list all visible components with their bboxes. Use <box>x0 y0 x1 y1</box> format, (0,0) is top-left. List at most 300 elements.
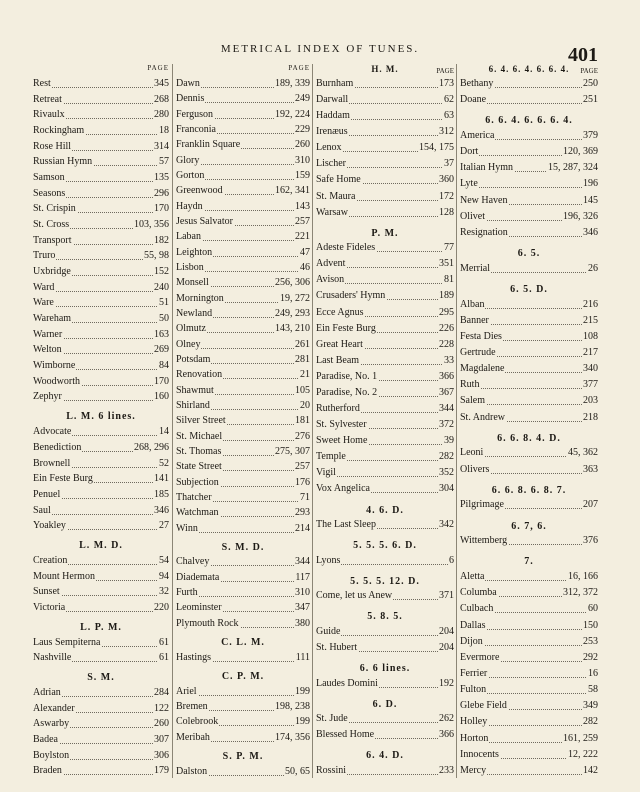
page-reference: 204 <box>439 642 454 653</box>
tune-name: Ward <box>33 281 55 293</box>
tune-entry <box>173 570 313 585</box>
page-reference: 20 <box>300 399 310 411</box>
tune-entry <box>457 763 601 779</box>
page-reference: 81 <box>444 274 454 286</box>
tune-entry <box>173 137 313 152</box>
dot-leader <box>460 187 598 188</box>
tune-entry <box>30 92 172 108</box>
tune-name: St. Jude <box>316 713 348 725</box>
tune-entry <box>30 123 172 139</box>
tune-name: St. Crispin <box>33 203 76 215</box>
dot-leader <box>460 388 598 389</box>
tune-name: Diademata <box>176 571 220 583</box>
index-column-1 <box>30 64 172 778</box>
tune-name: Jesus Salvator <box>176 215 233 227</box>
tune-name: Ariel <box>176 685 197 697</box>
tune-entry <box>313 417 457 433</box>
page-reference: 181 <box>295 415 310 427</box>
page-reference: 14 <box>159 426 169 438</box>
tune-entry <box>313 156 457 172</box>
tune-name: Seasons <box>33 187 66 199</box>
page-reference: 172 <box>439 190 454 202</box>
page-reference: 176 <box>295 476 310 488</box>
tune-name: Olivet <box>460 210 485 222</box>
page-reference: 196, 326 <box>563 210 598 222</box>
meter-heading: L. P. M. <box>80 621 122 633</box>
meter-heading: S. M. <box>87 672 115 684</box>
tune-entry <box>30 635 172 651</box>
tune-entry <box>30 217 172 233</box>
page-reference: 12, 222 <box>568 748 598 760</box>
tune-entry <box>173 650 313 665</box>
tune-name: St. Cross <box>33 219 70 231</box>
page-reference: 260 <box>154 718 169 730</box>
tune-name: Woodworth <box>33 375 80 387</box>
tune-entry <box>457 731 601 747</box>
tune-name: Mercy <box>460 764 487 776</box>
tune-entry <box>30 374 172 390</box>
page-reference: 351 <box>439 258 454 270</box>
tune-name: Welton <box>33 344 62 356</box>
tune-entry <box>30 186 172 202</box>
tune-entry <box>30 327 172 343</box>
tune-entry <box>30 280 172 296</box>
tune-name: Laudes Domini <box>316 677 378 689</box>
meter-heading: 7. <box>524 556 534 568</box>
page-reference: 215 <box>583 314 598 326</box>
tune-name: Ferrier <box>460 667 488 679</box>
page-reference: 253 <box>583 635 598 647</box>
page-reference: 174, 356 <box>275 731 310 743</box>
page-reference: 189 <box>439 290 454 302</box>
tune-entry <box>457 650 601 666</box>
tune-name: Rose Hill <box>33 140 72 152</box>
page-reference: 376 <box>583 535 598 547</box>
page-reference: 142 <box>583 764 598 776</box>
page-reference: 229 <box>295 123 310 135</box>
tune-name: Paradise, No. 2 <box>316 386 378 398</box>
tune-name: Samson <box>33 172 65 184</box>
tune-name: Brownell <box>33 457 71 469</box>
meter-heading: 6. 4. D. <box>366 750 404 762</box>
meter-heading: S. M. D. <box>221 541 265 553</box>
tune-entry <box>457 698 601 714</box>
tune-name: Advocate <box>33 426 72 438</box>
page-reference: 371 <box>439 590 454 602</box>
tune-entry <box>457 618 601 634</box>
tune-entry <box>313 433 457 449</box>
page-reference: 198, 238 <box>275 701 310 713</box>
meter-heading: 5. 5. 5. 12. D. <box>350 575 420 587</box>
dot-leader <box>33 514 169 515</box>
dot-leader <box>33 87 169 88</box>
tune-name: Greenwood <box>176 185 223 197</box>
tune-name: Creation <box>33 554 68 566</box>
tune-name: Avison <box>316 274 345 286</box>
tune-entry <box>313 272 457 288</box>
tune-name: Watchman <box>176 507 219 519</box>
tune-entry <box>313 465 457 481</box>
page-reference: 196 <box>583 178 598 190</box>
tune-name: Leominster <box>176 602 222 614</box>
tune-name: Evermore <box>460 651 500 663</box>
tune-name: Chalvey <box>176 556 210 568</box>
tune-name: Adrian <box>33 687 61 699</box>
page-reference: 15, 287, 324 <box>548 162 598 174</box>
tune-name: Ware <box>33 297 54 309</box>
tune-name: Russian Hymn <box>33 156 93 168</box>
tune-name: Adeste Fideles <box>316 242 376 254</box>
index-column-2 <box>172 64 313 778</box>
tune-name: Shirland <box>176 399 210 411</box>
tune-entry <box>313 76 457 92</box>
page-reference: 46 <box>300 261 310 273</box>
tune-entry <box>313 481 457 497</box>
tune-name: Lyons <box>316 554 341 566</box>
page-reference: 45, 362 <box>568 447 598 459</box>
tune-entry <box>30 424 172 440</box>
tune-entry <box>457 144 601 160</box>
tune-name: Blessed Home <box>316 729 375 741</box>
tune-entry <box>30 763 172 779</box>
tune-name: Sunset <box>33 586 60 598</box>
page-column-label: PAGE <box>147 64 169 72</box>
tune-entry <box>457 714 601 730</box>
tune-entry <box>313 353 457 369</box>
page-reference: 257 <box>295 215 310 227</box>
tune-entry <box>173 91 313 106</box>
tune-entry <box>457 569 601 585</box>
tune-entry <box>173 275 313 290</box>
page-reference: 268, 296 <box>134 441 169 453</box>
meter-heading: L. M. 6 lines. <box>66 411 136 423</box>
tune-entry <box>173 367 313 382</box>
tune-name: Dennis <box>176 93 205 105</box>
tune-entry <box>30 456 172 472</box>
tune-name: Dort <box>460 146 479 158</box>
page-reference: 173 <box>439 78 454 89</box>
page-reference: 220 <box>154 601 169 613</box>
tune-entry <box>30 487 172 503</box>
tune-entry <box>173 600 313 615</box>
tune-entry <box>457 666 601 682</box>
page-reference: 282 <box>583 716 598 728</box>
tune-entry <box>313 553 457 569</box>
page-reference: 280 <box>154 109 169 121</box>
tune-entry <box>313 205 457 221</box>
tune-entry <box>313 288 457 304</box>
tune-name: St. Thomas <box>176 445 222 457</box>
meter-heading: C. P. M. <box>221 671 265 683</box>
tune-entry <box>173 398 313 413</box>
tune-name: Dawn <box>176 78 200 89</box>
meter-heading: 6. 6. 4. 6. 6. 6. 4. <box>485 115 573 127</box>
tune-name: Olivers <box>460 463 490 475</box>
tune-entry <box>173 168 313 183</box>
page-reference: 37 <box>444 158 454 170</box>
meter-heading: 4. 6. D. <box>366 504 404 516</box>
page-reference: 50, 65 <box>285 765 310 777</box>
tune-entry <box>313 385 457 401</box>
tune-name: Vox Angelica <box>316 483 370 495</box>
page-reference: 189, 339 <box>275 78 310 89</box>
tune-name: New Haven <box>460 194 508 206</box>
tune-entry <box>457 445 601 461</box>
tune-name: Braden <box>33 765 62 777</box>
tune-entry <box>313 108 457 124</box>
tune-entry <box>313 588 457 604</box>
page-column-label: PAGE <box>288 64 310 72</box>
tune-name: Thatcher <box>176 491 212 503</box>
tune-name: Magdalene <box>460 363 505 375</box>
tune-name: Boylston <box>33 749 70 761</box>
tune-entry <box>30 518 172 534</box>
tune-name: Ecce Agnus <box>316 306 364 318</box>
page-reference: 182 <box>154 234 169 246</box>
page-reference: 58 <box>588 684 598 696</box>
tune-entry <box>173 306 313 321</box>
tune-entry <box>457 462 601 478</box>
page-reference: 159 <box>295 169 310 181</box>
tune-name: Ferguson <box>176 108 214 120</box>
tune-entry <box>457 297 601 313</box>
tune-name: Italian Hymn <box>460 162 514 174</box>
tune-name: Holley <box>460 716 488 728</box>
tune-entry <box>313 124 457 140</box>
meter-heading: 5. 8. 5. <box>367 611 403 623</box>
tune-entry <box>457 634 601 650</box>
page-reference: 380 <box>295 617 310 629</box>
tune-name: Mount Hermon <box>33 570 95 582</box>
page-reference: 363 <box>583 463 598 475</box>
tune-name: Saul <box>33 504 51 516</box>
tune-entry <box>173 521 313 536</box>
tune-entry <box>173 475 313 490</box>
tune-name: Last Beam <box>316 354 360 366</box>
page-reference: 312, 372 <box>563 587 598 599</box>
page-reference: 61 <box>159 636 169 648</box>
tune-entry <box>173 291 313 306</box>
page-column-label: PAGE <box>580 67 598 75</box>
tune-entry <box>173 383 313 398</box>
tune-name: Gorton <box>176 169 205 181</box>
tune-entry <box>30 685 172 701</box>
page-reference: 145 <box>583 194 598 206</box>
tune-name: Yoakley <box>33 520 66 532</box>
tune-entry <box>313 640 457 656</box>
page-reference: 226 <box>439 322 454 334</box>
tune-entry <box>457 76 601 92</box>
page-reference: 312 <box>439 126 454 138</box>
meter-heading: 6. 6. 8. 4. D. <box>497 432 561 444</box>
page-reference: 152 <box>154 266 169 278</box>
page-reference: 233 <box>439 764 454 776</box>
tune-entry <box>313 305 457 321</box>
tune-entry <box>30 76 172 92</box>
tune-entry <box>30 264 172 280</box>
tune-entry <box>173 76 313 91</box>
tune-name: Plymouth Rock <box>176 617 239 629</box>
tune-entry <box>173 321 313 336</box>
page-reference: 16, 166 <box>568 571 598 583</box>
tune-name: Pilgrimage <box>460 499 504 511</box>
tune-name: Great Heart <box>316 338 363 350</box>
page-reference: 163 <box>154 328 169 340</box>
page-reference: 57 <box>159 156 169 168</box>
tune-entry <box>313 256 457 272</box>
tune-entry <box>457 601 601 617</box>
index-column-3 <box>312 64 457 778</box>
tune-name: Silver Street <box>176 415 226 427</box>
page-reference: 345 <box>154 78 169 89</box>
meter-heading: L. M. D. <box>79 539 123 551</box>
tune-entry <box>313 676 457 692</box>
tune-name: Safe Home <box>316 174 361 186</box>
meter-heading: 6. 5. <box>517 248 541 260</box>
page-reference: 257 <box>295 461 310 473</box>
tune-entry <box>173 153 313 168</box>
page-reference: 216 <box>583 298 598 310</box>
tune-entry <box>313 172 457 188</box>
page-reference: 249, 293 <box>275 307 310 319</box>
page-reference: 103, 356 <box>134 219 169 231</box>
tune-entry <box>173 183 313 198</box>
page-reference: 39 <box>444 435 454 447</box>
tune-name: Zephyr <box>33 391 62 403</box>
tune-entry <box>173 122 313 137</box>
tune-name: Laus Sempiterna <box>33 636 101 648</box>
page-reference: 276 <box>295 430 310 442</box>
tune-name: Transport <box>33 234 72 246</box>
page-reference: 32 <box>159 586 169 598</box>
tune-entry <box>30 170 172 186</box>
tune-entry <box>30 311 172 327</box>
tune-name: St. Maura <box>316 190 356 202</box>
page-reference: 111 <box>295 651 310 663</box>
tune-entry <box>173 490 313 505</box>
index-column-4 <box>456 64 601 778</box>
page-reference: 54 <box>159 554 169 566</box>
tune-name: Dijon <box>460 635 483 647</box>
tune-name: Winn <box>176 522 198 534</box>
tune-name: Olney <box>176 338 201 350</box>
tune-name: Bethany <box>460 78 494 89</box>
tune-name: Franconia <box>176 123 216 135</box>
tune-name: Olmutz <box>176 323 206 335</box>
tune-entry <box>173 684 313 699</box>
page-reference: 284 <box>154 687 169 699</box>
tune-name: Bremen <box>176 701 208 713</box>
tune-entry <box>30 201 172 217</box>
tune-name: Aswarby <box>33 718 70 730</box>
tune-entry <box>30 569 172 585</box>
page-reference: 346 <box>583 226 598 238</box>
tune-name: Rockingham <box>33 125 85 137</box>
page-reference: 143, 210 <box>275 323 310 335</box>
tune-entry <box>457 393 601 409</box>
page-reference: 179 <box>154 765 169 777</box>
tune-entry <box>173 429 313 444</box>
tune-entry <box>173 199 313 214</box>
tune-name: Wimborne <box>33 360 76 372</box>
tune-name: Warsaw <box>316 206 348 218</box>
tune-entry <box>173 337 313 352</box>
tune-name: Resignation <box>460 226 508 238</box>
tune-name: Lyte <box>460 178 478 190</box>
page-reference: 135 <box>154 172 169 184</box>
tune-name: Rivaulx <box>33 109 65 121</box>
page-reference: 217 <box>583 347 598 358</box>
page-reference: 367 <box>439 386 454 398</box>
tune-name: Rutherford <box>316 403 360 415</box>
page-number: 401 <box>568 44 598 66</box>
tune-entry <box>457 193 601 209</box>
tune-name: Furth <box>176 587 198 599</box>
tune-entry <box>457 747 601 763</box>
tune-entry <box>313 624 457 640</box>
page-reference: 61 <box>159 652 169 664</box>
tune-name: Doane <box>460 94 487 106</box>
page-reference: 128 <box>439 206 454 218</box>
page-column-label: PAGE <box>436 67 454 75</box>
page-reference: 71 <box>300 491 310 503</box>
page-reference: 296 <box>154 187 169 199</box>
tune-entry <box>313 517 457 533</box>
tune-name: Uxbridge <box>33 266 71 278</box>
tune-name: Newland <box>176 307 213 319</box>
tune-name: Hastings <box>176 651 211 663</box>
tune-entry <box>313 92 457 108</box>
page-title: METRICAL INDEX OF TUNES. <box>220 43 420 55</box>
page-reference: 342 <box>439 519 454 531</box>
tune-entry <box>30 440 172 456</box>
page-reference: 306 <box>154 749 169 761</box>
tune-name: Meribah <box>176 731 210 743</box>
tune-name: Come, let us Anew <box>316 590 393 602</box>
page-reference: 62 <box>444 94 454 106</box>
tune-name: Horton <box>460 732 489 744</box>
page-reference: 18 <box>159 125 169 137</box>
tune-name: Renovation <box>176 369 223 381</box>
tune-name: Penuel <box>33 488 61 500</box>
page-reference: 192, 224 <box>275 108 310 120</box>
page-reference: 310 <box>295 587 310 599</box>
page-reference: 19, 272 <box>280 292 310 304</box>
tune-entry <box>457 410 601 426</box>
page-reference: 94 <box>159 570 169 582</box>
tune-name: Gertrude <box>460 347 496 358</box>
tune-entry <box>313 321 457 337</box>
tune-entry <box>457 261 601 277</box>
page-reference: 105 <box>295 384 310 396</box>
tune-name: Innocents <box>460 748 499 760</box>
page-reference: 307 <box>154 734 169 746</box>
page-reference: 377 <box>583 379 598 391</box>
page-reference: 260 <box>295 139 310 151</box>
page-reference: 240 <box>154 281 169 293</box>
page-reference: 218 <box>583 411 598 423</box>
page-reference: 55, 98 <box>144 250 169 262</box>
meter-heading: 6. D. <box>372 698 398 710</box>
tune-entry <box>313 711 457 727</box>
tune-name: Darwall <box>316 94 349 106</box>
tune-name: Nashville <box>33 652 72 664</box>
page-reference: 108 <box>583 330 598 342</box>
tune-name: Monsell <box>176 277 209 289</box>
tune-entry <box>30 358 172 374</box>
tune-name: Festa Dies <box>460 330 502 342</box>
page-reference: 281 <box>295 353 310 365</box>
